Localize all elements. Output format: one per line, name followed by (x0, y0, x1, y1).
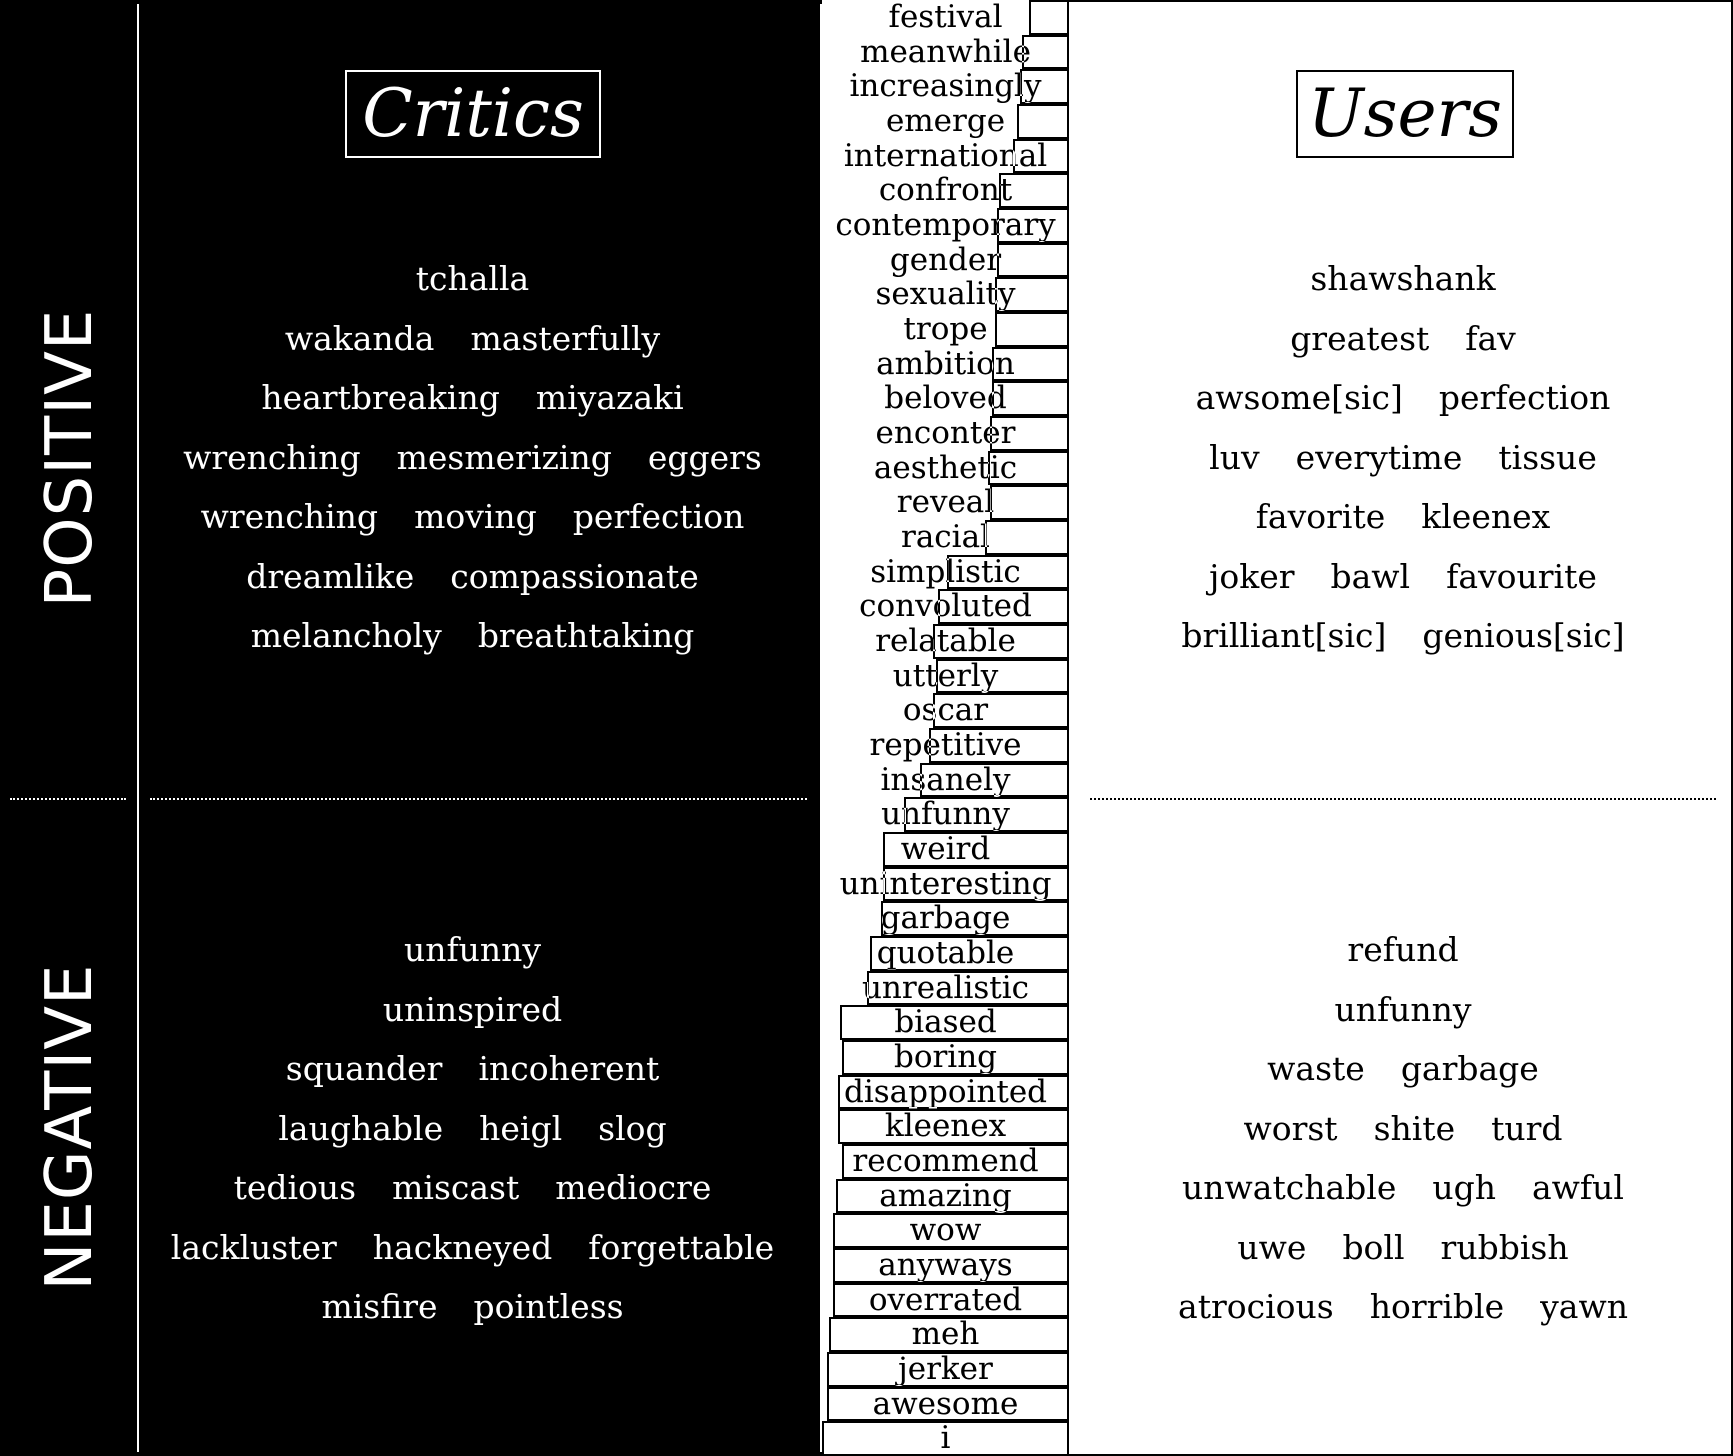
ranked-word: jerker (898, 1351, 993, 1387)
word-line (1090, 1277, 1716, 1337)
users-negative-words (1090, 920, 1716, 1337)
ranked-word: uninteresting (839, 865, 1052, 902)
cloud-word: incoherent (478, 1049, 660, 1088)
ranked-word: biased (894, 1004, 997, 1041)
ranked-word: wow (909, 1212, 982, 1249)
cloud-word: yawn (1540, 1287, 1628, 1326)
ranked-row (822, 1387, 1069, 1422)
ranked-row (822, 1352, 1069, 1387)
cloud-word: bawl (1330, 556, 1411, 596)
word-line (1090, 249, 1716, 309)
cloud-word: masterfully (470, 318, 661, 358)
cloud-word: forgettable (588, 1227, 775, 1267)
ranked-word: kleenex (884, 1108, 1007, 1145)
word-line (1090, 1099, 1716, 1159)
word-line (1090, 920, 1716, 980)
ranked-word: sexuality (875, 276, 1016, 313)
ranked-word: ambition (876, 345, 1015, 382)
ranked-word: disappointed (843, 1073, 1048, 1110)
cloud-word: wrenching (183, 437, 361, 477)
ranked-row (822, 763, 1069, 798)
word-line (150, 1218, 795, 1278)
word-line (150, 1039, 795, 1099)
word-line (150, 920, 795, 980)
cloud-word: horrible (1369, 1287, 1505, 1326)
ranked-word: unfunny (881, 796, 1010, 833)
cloud-word: melancholy (250, 616, 442, 655)
row-divider-users (1090, 798, 1716, 800)
word-line (150, 980, 795, 1040)
cloud-word: eggers (647, 437, 762, 477)
ranked-word: increasingly (849, 68, 1042, 105)
word-line (1090, 1039, 1716, 1099)
ranked-word: oscar (902, 692, 989, 729)
ranked-word: utterly (892, 657, 999, 694)
ranked-row (822, 832, 1069, 867)
ranked-word: racial (901, 519, 990, 555)
ranked-word: recommend (852, 1143, 1039, 1179)
ranked-row (822, 555, 1069, 590)
ranked-row (822, 312, 1069, 347)
ranked-row (822, 1179, 1069, 1214)
users-title: Users (1296, 70, 1514, 158)
ranked-row (822, 1005, 1069, 1040)
cloud-word: breathtaking (477, 616, 695, 655)
ranked-row (822, 35, 1069, 70)
ranked-row (822, 208, 1069, 243)
ranked-word: confront (878, 172, 1013, 209)
ranked-word: simplistic (870, 553, 1021, 590)
ranked-row (822, 347, 1069, 382)
ranked-word: boring (893, 1039, 998, 1075)
ranked-word: garbage (880, 900, 1011, 937)
ranked-row (822, 69, 1069, 104)
ranked-row (822, 139, 1069, 174)
ranked-word: anyways (878, 1247, 1013, 1283)
cloud-word: tchalla (415, 259, 530, 298)
ranked-word: overrated (868, 1281, 1023, 1318)
cloud-word: pointless (473, 1287, 624, 1326)
ranked-word: reveal (896, 484, 995, 521)
ranked-row (822, 1040, 1069, 1075)
ranked-row (822, 277, 1069, 312)
word-line (1090, 980, 1716, 1040)
ranked-row (822, 1109, 1069, 1144)
word-line (1090, 1218, 1716, 1278)
ranked-row (822, 867, 1069, 902)
word-line (1090, 606, 1716, 666)
word-line (150, 368, 795, 428)
ranked-word: quotable (876, 935, 1015, 971)
cloud-word: shawshank (1310, 259, 1496, 298)
ranked-word: international (843, 137, 1048, 174)
cloud-word: compassionate (450, 556, 699, 596)
cloud-word: fav (1465, 318, 1516, 358)
cloud-word: luv (1209, 437, 1260, 477)
ranked-word: awesome (872, 1385, 1019, 1422)
ranked-word: meh (911, 1316, 980, 1353)
ranked-row (822, 1075, 1069, 1110)
ranked-word: gender (889, 241, 1002, 278)
cloud-word: wrenching (200, 497, 379, 536)
ranked-row (822, 589, 1069, 624)
cloud-word: miscast (392, 1168, 520, 1207)
word-line (150, 547, 795, 607)
cloud-word: kleenex (1421, 497, 1551, 536)
ranked-word: amazing (879, 1177, 1012, 1214)
word-line (1090, 487, 1716, 547)
word-line (150, 309, 795, 369)
row-label-divider (137, 4, 139, 1452)
ranked-row (822, 624, 1069, 659)
ranked-word-column (822, 0, 1069, 1456)
ranked-row (822, 936, 1069, 971)
ranked-word: i (940, 1420, 951, 1456)
cloud-word: shite (1373, 1108, 1456, 1148)
cloud-word: mediocre (555, 1168, 712, 1207)
cloud-word: favourite (1446, 556, 1597, 596)
cloud-word: ugh (1432, 1168, 1496, 1207)
cloud-word: tissue (1498, 437, 1597, 477)
critics-title: Critics (345, 70, 601, 158)
critics-positive-words (150, 249, 795, 666)
ranked-row (822, 416, 1069, 451)
word-line (1090, 368, 1716, 428)
ranked-word: trope (903, 311, 988, 347)
ranked-row (822, 451, 1069, 486)
word-line (150, 487, 795, 547)
cloud-word: misfire (321, 1287, 438, 1326)
word-line (1090, 428, 1716, 488)
top-border (1069, 0, 1733, 2)
cloud-word: unfunny (1334, 989, 1472, 1029)
cloud-word: squander (285, 1049, 443, 1088)
ranked-row (822, 243, 1069, 278)
ranked-row (822, 173, 1069, 208)
ranked-word: emerge (885, 103, 1006, 139)
word-line (150, 1099, 795, 1159)
row-divider-critics (150, 798, 807, 800)
cloud-word: rubbish (1440, 1227, 1569, 1267)
word-line (150, 1158, 795, 1218)
ranked-row (822, 1283, 1069, 1318)
cloud-word: garbage (1400, 1049, 1539, 1088)
cloud-word: wakanda (284, 318, 435, 358)
word-line (1090, 547, 1716, 607)
ranked-word: contemporary (835, 207, 1056, 243)
ranked-word: weird (900, 831, 991, 867)
ranked-word: festival (888, 0, 1003, 35)
cloud-word: brilliant[sic] (1181, 616, 1387, 655)
cloud-word: slog (598, 1108, 667, 1148)
ranked-row (822, 901, 1069, 936)
ranked-row (822, 728, 1069, 763)
row-divider-labels (10, 798, 126, 800)
cloud-word: hackneyed (372, 1227, 553, 1267)
ranked-row (822, 381, 1069, 416)
cloud-word: worst (1243, 1108, 1338, 1148)
ranked-row (822, 485, 1069, 520)
cloud-word: unfunny (403, 930, 542, 969)
ranked-row (822, 1144, 1069, 1179)
cloud-word: miyazaki (535, 378, 684, 417)
cloud-word: greatest (1290, 318, 1430, 358)
cloud-word: boll (1342, 1227, 1405, 1267)
word-line (1090, 309, 1716, 369)
cloud-word: atrocious (1178, 1287, 1334, 1326)
critics-negative-words (150, 920, 795, 1337)
word-line (150, 1277, 795, 1337)
cloud-word: everytime (1295, 437, 1463, 477)
ranked-word: meanwhile (860, 33, 1031, 70)
word-line (150, 249, 795, 309)
cloud-word: perfection (1438, 378, 1611, 417)
cloud-word: laughable (278, 1108, 444, 1148)
ranked-word: aesthetic (873, 449, 1018, 486)
word-line (150, 606, 795, 666)
cloud-word: heartbreaking (261, 378, 500, 417)
cloud-word: tedious (233, 1168, 357, 1207)
word-line (150, 428, 795, 488)
ranked-row (822, 104, 1069, 139)
ranked-row (822, 0, 1069, 35)
ranked-row (822, 1213, 1069, 1248)
ranked-row (822, 971, 1069, 1006)
ranked-word: beloved (884, 380, 1007, 417)
cloud-word: perfection (572, 497, 745, 536)
ranked-row (822, 659, 1069, 694)
cloud-word: dreamlike (246, 556, 415, 596)
cloud-word: refund (1347, 930, 1459, 969)
ranked-word: repetitive (869, 727, 1022, 763)
cloud-word: uninspired (382, 989, 563, 1029)
cloud-word: favorite (1255, 497, 1386, 536)
ranked-word: unrealistic (861, 969, 1030, 1006)
cloud-word: mesmerizing (396, 437, 612, 477)
cloud-word: uwe (1237, 1227, 1307, 1267)
ranked-word: enconter (875, 415, 1016, 451)
negative-row-label: NEGATIVE (33, 963, 107, 1291)
ranked-word: relatable (875, 623, 1016, 659)
ranked-word: convoluted (859, 588, 1032, 625)
ranked-row (822, 1248, 1069, 1283)
cloud-word: joker (1209, 556, 1295, 596)
cloud-word: genious[sic] (1422, 616, 1625, 655)
cloud-word: unwatchable (1182, 1168, 1397, 1207)
ranked-row (822, 1317, 1069, 1352)
cloud-word: awsome[sic] (1195, 378, 1403, 417)
ranked-row (822, 520, 1069, 555)
cloud-word: moving (414, 497, 537, 536)
ranked-row (822, 693, 1069, 728)
cloud-word: turd (1491, 1108, 1563, 1148)
ranked-word: insanely (880, 761, 1011, 798)
cloud-word: waste (1267, 1049, 1365, 1088)
cloud-word: awful (1532, 1168, 1624, 1207)
cloud-word: lackluster (170, 1227, 337, 1267)
word-line (1090, 1158, 1716, 1218)
cloud-word: heigl (479, 1108, 563, 1148)
users-positive-words (1090, 249, 1716, 666)
positive-row-label: POSITIVE (33, 308, 107, 608)
ranked-row (822, 1421, 1069, 1456)
ranked-row (822, 797, 1069, 832)
